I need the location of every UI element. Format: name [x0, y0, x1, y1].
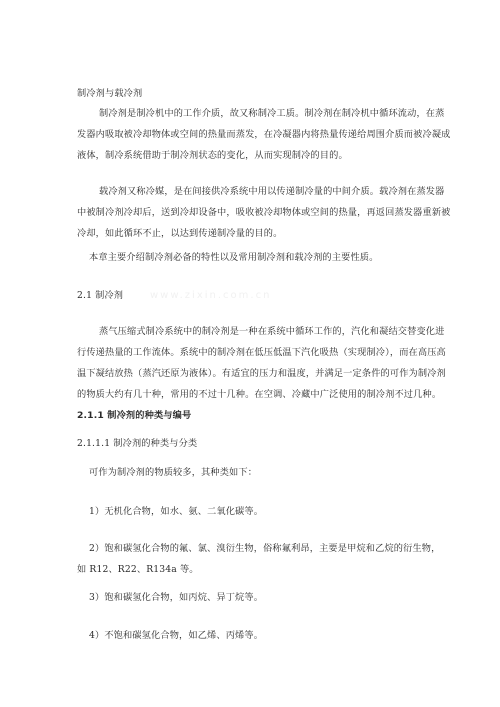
section-heading-2-1-1-1: 2.1.1.1 制冷剂的种类与分类: [77, 438, 198, 449]
paragraph-line: 温下凝结放热（蒸汽还原为液体）。有适宜的压力和温度，并满足一定条件的可作为制冷剂: [77, 368, 446, 379]
paragraph-line: 中被制冷剂冷却后，送到冷却设备中，吸收被冷却物体或空间的热量，再返回蒸发器重新被: [77, 207, 451, 218]
list-item-4: 4）不饱和碳氢化合物，如乙烯、丙烯等。: [89, 630, 264, 641]
watermark: www.zixin.com.cn: [150, 290, 272, 301]
section-heading-2-1: 2.1 制冷剂: [77, 290, 124, 301]
classes-intro: 可作为制冷剂的物质较多，其种类如下：: [89, 467, 258, 478]
paragraph-line: 如 R12、R22、R134a 等。: [77, 564, 199, 575]
document-title: 制冷剂与载冷剂: [77, 88, 143, 99]
paragraph-line: 载冷剂又称冷媒，是在间接供冷系统中用以传递制冷量的中间介质。载冷剂在蒸发器: [99, 186, 445, 197]
paragraph-line: 蒸气压缩式制冷系统中的制冷剂是一种在系统中循环工作的，汽化和凝结交替变化进: [99, 326, 445, 337]
paragraph-line: 的物质大约有几十种，常用的不过十几种。在空调、冷藏中广泛使用的制冷剂不过几种。: [77, 389, 442, 400]
paragraph-line: 2）饱和碳氢化合物的氟、氯、溴衍生物，俗称氟利昂，主要是甲烷和乙烷的衍生物，: [89, 543, 441, 554]
list-item-1: 1）无机化合物，如水、氨、二氧化碳等。: [89, 506, 264, 517]
paragraph-line: 液体，制冷系统借助于制冷剂状态的变化，从而实现制冷的目的。: [77, 150, 348, 161]
paragraph-line: 发器内吸取被冷却物体或空间的热量而蒸发，在冷凝器内将热量传递给周围介质而被冷凝成: [77, 129, 451, 140]
list-item-3: 3）饱和碳氢化合物，如丙烷、异丁烷等。: [89, 592, 264, 603]
paragraph-line: 制冷剂是制冷机中的工作介质，故又称制冷工质。制冷剂在制冷机中循环流动，在蒸: [99, 108, 445, 119]
paragraph-line: 本章主要介绍制冷剂必备的特性以及常用制冷剂和载冷剂的主要性质。: [89, 252, 379, 263]
paragraph-line: 冷却，如此循环不止，以达到传递制冷量的目的。: [77, 228, 283, 239]
paragraph-line: 行传递热量的工作流体。系统中的制冷剂在低压低温下汽化吸热（实现制冷），而在高压高: [77, 347, 446, 358]
section-heading-2-1-1: 2.1.1 制冷剂的种类与编号: [77, 410, 192, 421]
